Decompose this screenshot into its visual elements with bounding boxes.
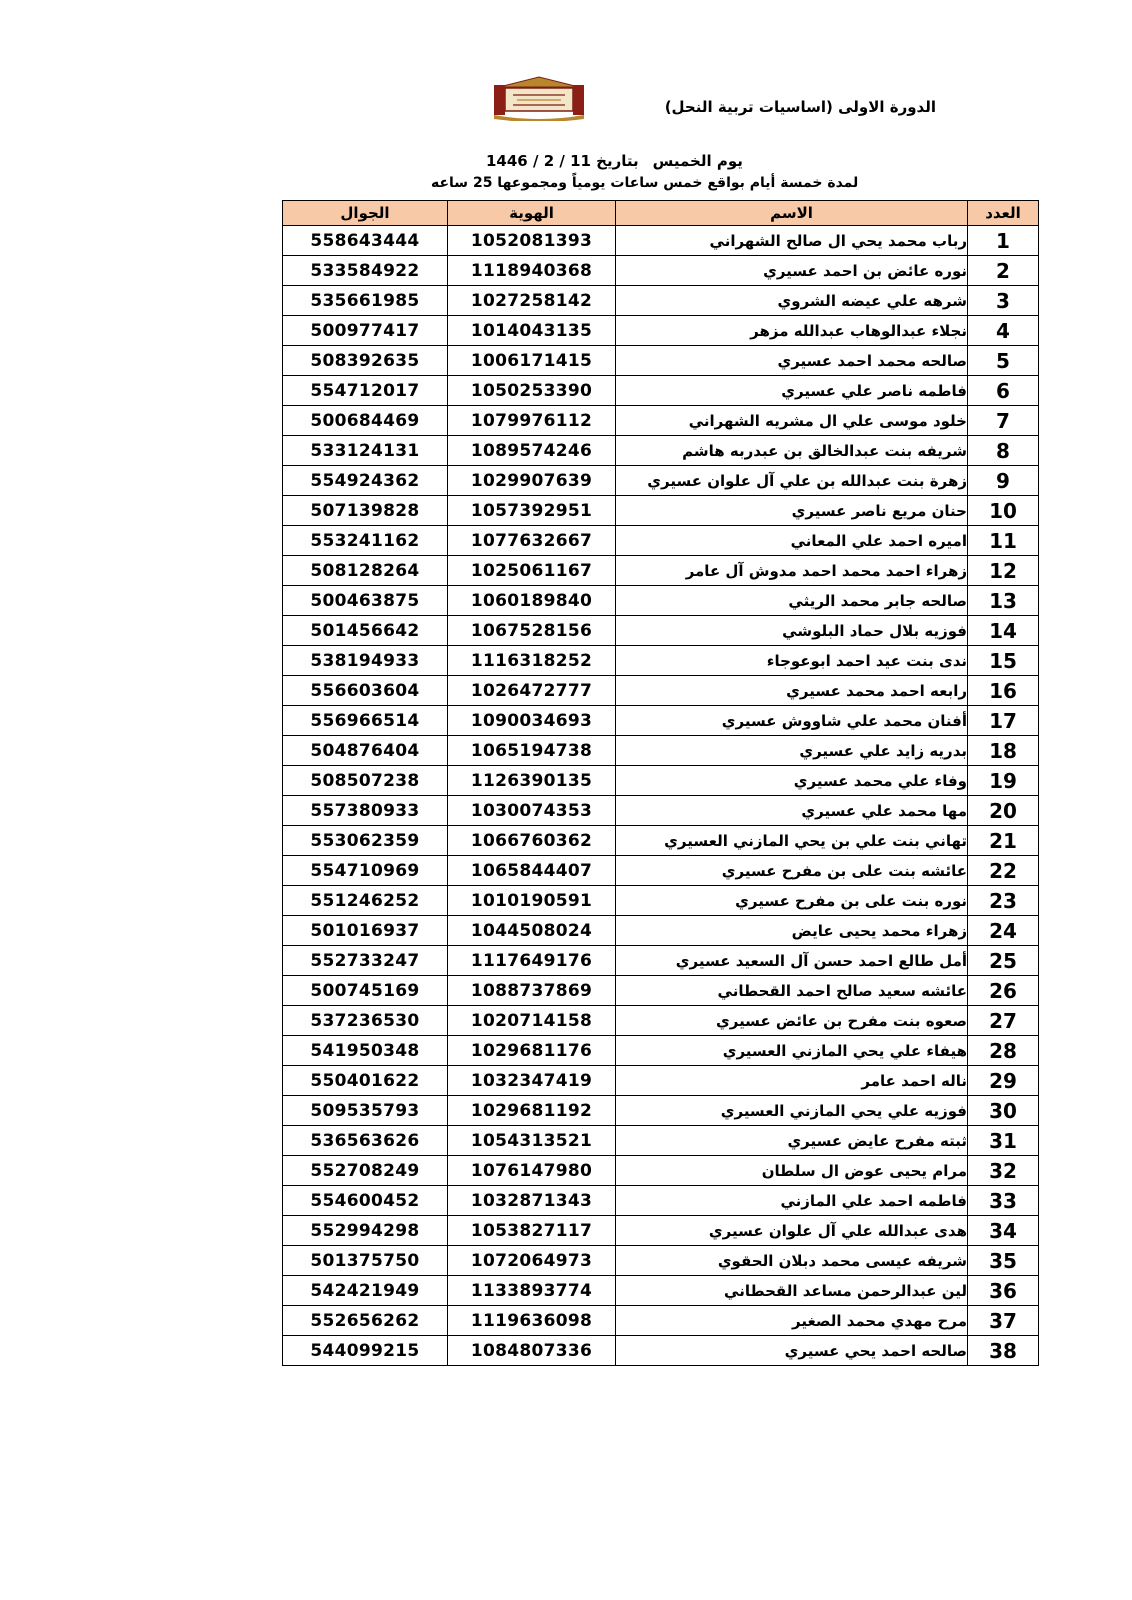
national-id: 1067528156 xyxy=(448,616,616,646)
phone-number: 537236530 xyxy=(283,1006,448,1036)
table-row xyxy=(283,436,1039,466)
national-id: 1084807336 xyxy=(448,1336,616,1366)
national-id: 1119636098 xyxy=(448,1306,616,1336)
institution-logo-icon xyxy=(491,75,587,121)
phone-number: 557380933 xyxy=(283,796,448,826)
participant-name: نوره بنت على بن مفرح عسيري xyxy=(616,886,968,916)
participant-name: وفاء علي محمد عسيري xyxy=(616,766,968,796)
table-row xyxy=(283,706,1039,736)
participant-name: نجلاء عبدالوهاب عبدالله مزهر xyxy=(616,316,968,346)
row-number: 27 xyxy=(968,1006,1039,1036)
national-id: 1116318252 xyxy=(448,646,616,676)
participant-name: مرح مهدي محمد الصغير xyxy=(616,1306,968,1336)
row-number: 12 xyxy=(968,556,1039,586)
participant-name: رابعه احمد محمد عسيري xyxy=(616,676,968,706)
national-id: 1060189840 xyxy=(448,586,616,616)
table-row xyxy=(283,1246,1039,1276)
phone-number: 501375750 xyxy=(283,1246,448,1276)
participant-name: ناله احمد عامر xyxy=(616,1066,968,1096)
table-row xyxy=(283,676,1039,706)
participants-table xyxy=(282,200,1039,1366)
table-row xyxy=(283,256,1039,286)
table-row xyxy=(283,976,1039,1006)
national-id: 1030074353 xyxy=(448,796,616,826)
phone-number: 501016937 xyxy=(283,916,448,946)
participant-name: ندى بنت عيد احمد ابوعوجاء xyxy=(616,646,968,676)
phone-number: 542421949 xyxy=(283,1276,448,1306)
row-number: 11 xyxy=(968,526,1039,556)
national-id: 1133893774 xyxy=(448,1276,616,1306)
participant-name: صعوه بنت مفرح بن عائض عسيري xyxy=(616,1006,968,1036)
row-number: 6 xyxy=(968,376,1039,406)
national-id: 1076147980 xyxy=(448,1156,616,1186)
national-id: 1029681192 xyxy=(448,1096,616,1126)
national-id: 1054313521 xyxy=(448,1126,616,1156)
table-row xyxy=(283,1186,1039,1216)
row-number: 10 xyxy=(968,496,1039,526)
participant-name: شريفه بنت عبدالخالق بن عبدربه هاشم xyxy=(616,436,968,466)
row-number: 17 xyxy=(968,706,1039,736)
table-row xyxy=(283,616,1039,646)
row-number: 28 xyxy=(968,1036,1039,1066)
participant-name: شرهه علي عيضه الشروي xyxy=(616,286,968,316)
national-id: 1050253390 xyxy=(448,376,616,406)
participant-name: زهراء احمد محمد احمد مدوش آل عامر xyxy=(616,556,968,586)
national-id: 1010190591 xyxy=(448,886,616,916)
participant-name: زهراء محمد يحيى عايض xyxy=(616,916,968,946)
row-number: 24 xyxy=(968,916,1039,946)
row-number: 32 xyxy=(968,1156,1039,1186)
national-id: 1090034693 xyxy=(448,706,616,736)
participant-name: صالحه جابر محمد الريثي xyxy=(616,586,968,616)
participant-name: هدى عبدالله علي آل علوان عسيري xyxy=(616,1216,968,1246)
national-id: 1065844407 xyxy=(448,856,616,886)
table-row xyxy=(283,226,1039,256)
row-number: 29 xyxy=(968,1066,1039,1096)
phone-number: 500745169 xyxy=(283,976,448,1006)
phone-number: 535661985 xyxy=(283,286,448,316)
national-id: 1118940368 xyxy=(448,256,616,286)
row-number: 36 xyxy=(968,1276,1039,1306)
national-id: 1025061167 xyxy=(448,556,616,586)
table-row xyxy=(283,1216,1039,1246)
row-number: 26 xyxy=(968,976,1039,1006)
row-number: 19 xyxy=(968,766,1039,796)
phone-number: 558643444 xyxy=(283,226,448,256)
participant-name: فوزيه علي يحي المازني العسيري xyxy=(616,1096,968,1126)
national-id: 1026472777 xyxy=(448,676,616,706)
phone-number: 509535793 xyxy=(283,1096,448,1126)
participant-name: اميره احمد علي المعاني xyxy=(616,526,968,556)
date-label: بتاريخ 11 / 2 / 1446 xyxy=(486,152,639,170)
row-number: 34 xyxy=(968,1216,1039,1246)
table-row xyxy=(283,1126,1039,1156)
phone-number: 508392635 xyxy=(283,346,448,376)
national-id: 1014043135 xyxy=(448,316,616,346)
participant-name: أفنان محمد علي شاووش عسيري xyxy=(616,706,968,736)
phone-number: 541950348 xyxy=(283,1036,448,1066)
national-id: 1006171415 xyxy=(448,346,616,376)
phone-number: 553241162 xyxy=(283,526,448,556)
phone-number: 556966514 xyxy=(283,706,448,736)
national-id: 1072064973 xyxy=(448,1246,616,1276)
row-number: 37 xyxy=(968,1306,1039,1336)
table-row xyxy=(283,1066,1039,1096)
national-id: 1053827117 xyxy=(448,1216,616,1246)
table-row xyxy=(283,826,1039,856)
row-number: 14 xyxy=(968,616,1039,646)
phone-number: 556603604 xyxy=(283,676,448,706)
row-number: 4 xyxy=(968,316,1039,346)
row-number: 5 xyxy=(968,346,1039,376)
national-id: 1126390135 xyxy=(448,766,616,796)
phone-number: 552733247 xyxy=(283,946,448,976)
table-row xyxy=(283,1306,1039,1336)
table-row xyxy=(283,406,1039,436)
table-row xyxy=(283,736,1039,766)
participant-name: مرام يحيى عوض ال سلطان xyxy=(616,1156,968,1186)
table-row xyxy=(283,496,1039,526)
phone-number: 554710969 xyxy=(283,856,448,886)
row-number: 9 xyxy=(968,466,1039,496)
row-number: 13 xyxy=(968,586,1039,616)
phone-number: 536563626 xyxy=(283,1126,448,1156)
row-number: 30 xyxy=(968,1096,1039,1126)
row-number: 3 xyxy=(968,286,1039,316)
row-number: 22 xyxy=(968,856,1039,886)
phone-number: 500684469 xyxy=(283,406,448,436)
row-number: 15 xyxy=(968,646,1039,676)
national-id: 1044508024 xyxy=(448,916,616,946)
national-id: 1057392951 xyxy=(448,496,616,526)
table-row xyxy=(283,376,1039,406)
phone-number: 508507238 xyxy=(283,766,448,796)
phone-number: 554712017 xyxy=(283,376,448,406)
phone-number: 500977417 xyxy=(283,316,448,346)
participant-name: صالحه محمد احمد عسيري xyxy=(616,346,968,376)
row-number: 18 xyxy=(968,736,1039,766)
row-number: 8 xyxy=(968,436,1039,466)
phone-number: 533124131 xyxy=(283,436,448,466)
table-row xyxy=(283,766,1039,796)
phone-number: 552656262 xyxy=(283,1306,448,1336)
phone-number: 554924362 xyxy=(283,466,448,496)
national-id: 1029907639 xyxy=(448,466,616,496)
national-id: 1032871343 xyxy=(448,1186,616,1216)
phone-number: 500463875 xyxy=(283,586,448,616)
row-number: 25 xyxy=(968,946,1039,976)
table-row xyxy=(283,1036,1039,1066)
table-row xyxy=(283,556,1039,586)
participant-name: خلود موسى علي ال مشريه الشهراني xyxy=(616,406,968,436)
participant-name: فوزيه بلال حماد البلوشي xyxy=(616,616,968,646)
table-row xyxy=(283,916,1039,946)
participant-name: زهرة بنت عبدالله بن علي آل علوان عسيري xyxy=(616,466,968,496)
table-row xyxy=(283,346,1039,376)
table-row xyxy=(283,466,1039,496)
participant-name: شريفه عيسى محمد دبلان الحقوي xyxy=(616,1246,968,1276)
row-number: 16 xyxy=(968,676,1039,706)
table-row xyxy=(283,796,1039,826)
phone-number: 504876404 xyxy=(283,736,448,766)
phone-number: 554600452 xyxy=(283,1186,448,1216)
participant-name: هيفاء علي يحي المازني العسيري xyxy=(616,1036,968,1066)
phone-number: 552994298 xyxy=(283,1216,448,1246)
table-row xyxy=(283,1276,1039,1306)
national-id: 1020714158 xyxy=(448,1006,616,1036)
table-row xyxy=(283,856,1039,886)
table-row xyxy=(283,1006,1039,1036)
table-row xyxy=(283,946,1039,976)
participant-name: عائشه سعيد صالح احمد القحطاني xyxy=(616,976,968,1006)
participant-name: مها محمد علي عسيري xyxy=(616,796,968,826)
participant-name: بدريه زايد علي عسيري xyxy=(616,736,968,766)
national-id: 1066760362 xyxy=(448,826,616,856)
row-number: 23 xyxy=(968,886,1039,916)
row-number: 1 xyxy=(968,226,1039,256)
table-row xyxy=(283,286,1039,316)
header-number: العدد xyxy=(968,201,1039,226)
row-number: 33 xyxy=(968,1186,1039,1216)
header-phone: الجوال xyxy=(283,201,448,226)
table-header-row xyxy=(283,201,1039,226)
table-row xyxy=(283,586,1039,616)
row-number: 31 xyxy=(968,1126,1039,1156)
phone-number: 538194933 xyxy=(283,646,448,676)
national-id: 1079976112 xyxy=(448,406,616,436)
phone-number: 553062359 xyxy=(283,826,448,856)
national-id: 1065194738 xyxy=(448,736,616,766)
national-id: 1032347419 xyxy=(448,1066,616,1096)
participant-name: فاطمه احمد علي المازني xyxy=(616,1186,968,1216)
row-number: 20 xyxy=(968,796,1039,826)
participant-name: ثبته مفرح عايض عسيري xyxy=(616,1126,968,1156)
date-line xyxy=(486,152,743,170)
table-row xyxy=(283,316,1039,346)
national-id: 1027258142 xyxy=(448,286,616,316)
phone-number: 552708249 xyxy=(283,1156,448,1186)
table-row xyxy=(283,646,1039,676)
duration-line: لمدة خمسة أيام بواقع خمس ساعات يومياً ومجموعها 25 ساعه xyxy=(431,175,859,191)
table-row xyxy=(283,526,1039,556)
course-title: الدورة الاولى (اساسيات تربية النحل) xyxy=(664,98,936,116)
header-name: الاسم xyxy=(616,201,968,226)
row-number: 21 xyxy=(968,826,1039,856)
national-id: 1029681176 xyxy=(448,1036,616,1066)
national-id: 1052081393 xyxy=(448,226,616,256)
phone-number: 551246252 xyxy=(283,886,448,916)
phone-number: 544099215 xyxy=(283,1336,448,1366)
phone-number: 550401622 xyxy=(283,1066,448,1096)
participant-name: حنان مريع ناصر عسيري xyxy=(616,496,968,526)
participant-name: لين عبدالرحمن مساعد القحطاني xyxy=(616,1276,968,1306)
table-row xyxy=(283,1096,1039,1126)
row-number: 38 xyxy=(968,1336,1039,1366)
participant-name: نوره عائض بن احمد عسيري xyxy=(616,256,968,286)
national-id: 1088737869 xyxy=(448,976,616,1006)
phone-number: 533584922 xyxy=(283,256,448,286)
participant-name: تهاني بنت علي بن يحي المازني العسيري xyxy=(616,826,968,856)
national-id: 1117649176 xyxy=(448,946,616,976)
day-label: يوم الخميس xyxy=(652,152,743,170)
table-row xyxy=(283,886,1039,916)
header-id: الهوية xyxy=(448,201,616,226)
participant-name: رباب محمد يحي ال صالح الشهراني xyxy=(616,226,968,256)
national-id: 1077632667 xyxy=(448,526,616,556)
table-row xyxy=(283,1336,1039,1366)
participant-name: صالحه احمد يحي عسيري xyxy=(616,1336,968,1366)
phone-number: 507139828 xyxy=(283,496,448,526)
table-row xyxy=(283,1156,1039,1186)
national-id: 1089574246 xyxy=(448,436,616,466)
participant-name: فاطمه ناصر علي عسيري xyxy=(616,376,968,406)
row-number: 7 xyxy=(968,406,1039,436)
participant-name: عائشه بنت على بن مفرح عسيري xyxy=(616,856,968,886)
row-number: 35 xyxy=(968,1246,1039,1276)
phone-number: 501456642 xyxy=(283,616,448,646)
row-number: 2 xyxy=(968,256,1039,286)
phone-number: 508128264 xyxy=(283,556,448,586)
participant-name: أمل طالع احمد حسن آل السعيد عسيري xyxy=(616,946,968,976)
